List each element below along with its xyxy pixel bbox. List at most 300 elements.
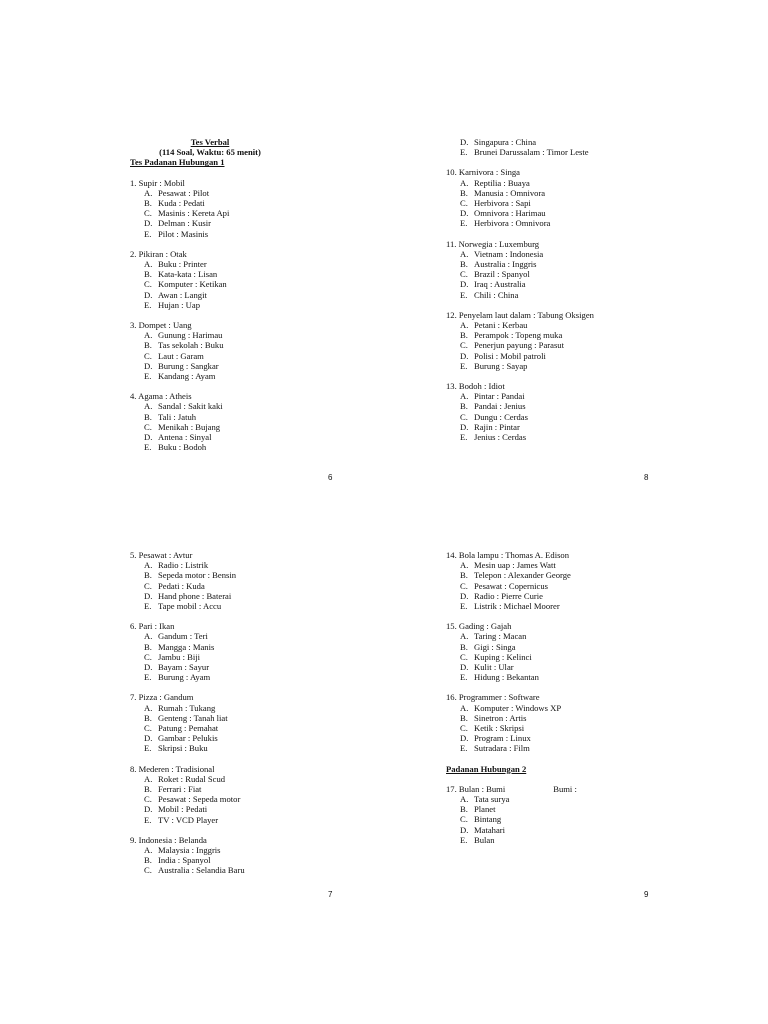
option-text: Tape mobil : Accu bbox=[158, 601, 222, 612]
option-text: Kata-kata : Lisan bbox=[158, 269, 218, 280]
question-title-text: 5. Pesawat : Avtur bbox=[130, 550, 193, 560]
answer-option bbox=[130, 259, 360, 269]
question bbox=[130, 391, 360, 452]
option-text: Roket : Rudal Scud bbox=[158, 773, 226, 784]
option-text: Perampok : Topeng muka bbox=[474, 330, 563, 341]
option-text: Komputer : Windows XP bbox=[474, 702, 562, 713]
question-title-text: 7. Pizza : Gandum bbox=[130, 692, 194, 703]
option-text: Planet bbox=[474, 804, 496, 815]
option-letter: B. bbox=[460, 641, 468, 652]
question-title-text: 1. Supir : Mobil bbox=[130, 177, 185, 188]
answer-option bbox=[130, 279, 360, 289]
option-letter: A. bbox=[460, 177, 469, 188]
answer-option bbox=[130, 218, 360, 228]
option-letter: B. bbox=[460, 804, 468, 815]
question-title bbox=[446, 310, 686, 320]
test-subtitle: (114 Soal, Waktu: 65 menit) bbox=[159, 147, 261, 158]
question bbox=[446, 310, 686, 371]
option-letter: D. bbox=[144, 218, 153, 229]
question-title-text: 10. Karnivora : Singa bbox=[446, 167, 520, 178]
option-letter: A. bbox=[460, 794, 469, 805]
answer-option bbox=[130, 340, 360, 350]
option-letter: B. bbox=[144, 712, 152, 723]
option-letter: A. bbox=[144, 773, 153, 784]
option-text: Singapura : China bbox=[474, 137, 537, 147]
option-text: Malaysia : Inggris bbox=[158, 845, 221, 856]
option-text: Herbivora : Omnivora bbox=[474, 218, 551, 229]
option-letter: E. bbox=[144, 743, 152, 754]
option-letter: C. bbox=[460, 723, 468, 734]
option-text: Buku : Bodoh bbox=[158, 442, 207, 453]
answer-option bbox=[130, 330, 360, 340]
answer-option bbox=[130, 442, 360, 452]
option-letter: C. bbox=[144, 208, 152, 219]
answer-option bbox=[130, 422, 360, 432]
option-text: Telepon : Alexander George bbox=[474, 570, 571, 581]
option-text: Bulan bbox=[474, 834, 495, 845]
question bbox=[130, 835, 360, 876]
option-letter: C. bbox=[460, 651, 468, 662]
option-letter: E. bbox=[144, 672, 152, 683]
option-text: Sinetron : Artis bbox=[474, 712, 527, 723]
question-title-text: 9. Indonesia : Belanda bbox=[130, 834, 207, 845]
answer-option bbox=[130, 743, 360, 753]
answer-option bbox=[446, 591, 686, 601]
option-text: Iraq : Australia bbox=[474, 279, 526, 290]
answer-option bbox=[130, 703, 360, 713]
option-letter: D. bbox=[460, 733, 469, 744]
answer-option bbox=[130, 672, 360, 682]
option-letter: B. bbox=[460, 330, 468, 341]
answer-option bbox=[446, 631, 686, 641]
option-text: TV : VCD Player bbox=[158, 814, 219, 825]
answer-option bbox=[130, 361, 360, 371]
option-text: Delman : Kusir bbox=[158, 218, 211, 229]
question bbox=[130, 550, 360, 611]
option-text: Masinis : Kereta Api bbox=[158, 208, 230, 219]
answer-option bbox=[130, 351, 360, 361]
answer-option bbox=[446, 560, 686, 570]
answer-option bbox=[446, 662, 686, 672]
answer-option bbox=[130, 591, 360, 601]
question-title bbox=[130, 391, 360, 401]
option-text: Chili : China bbox=[474, 289, 519, 300]
question-title-text: 16. Programmer : Software bbox=[446, 692, 540, 703]
option-letter: C. bbox=[144, 794, 152, 805]
answer-option bbox=[446, 198, 686, 208]
page-8-column bbox=[446, 137, 686, 452]
page-7-column bbox=[130, 550, 360, 886]
option-text: Taring : Macan bbox=[474, 631, 527, 642]
answer-option bbox=[130, 865, 360, 875]
answer-option bbox=[446, 713, 686, 723]
option-letter: D. bbox=[144, 733, 153, 744]
option-text: Kuda : Pedati bbox=[158, 198, 205, 209]
option-text: Bayam : Sayur bbox=[158, 662, 210, 673]
option-text: Vietnam : Indonesia bbox=[474, 248, 544, 259]
option-text: Australia : Inggris bbox=[474, 259, 537, 270]
option-letter: C. bbox=[144, 421, 152, 432]
answer-option bbox=[446, 361, 686, 371]
answer-option bbox=[130, 269, 360, 279]
option-text: Kuping : Kelinci bbox=[474, 651, 532, 662]
page-number: 9 bbox=[644, 890, 649, 899]
answer-option bbox=[446, 188, 686, 198]
answer-option bbox=[130, 300, 360, 310]
question bbox=[446, 784, 686, 845]
option-letter: D. bbox=[460, 137, 469, 147]
question bbox=[130, 178, 360, 239]
answer-option bbox=[130, 631, 360, 641]
answer-option bbox=[446, 804, 686, 814]
option-text: India : Spanyol bbox=[158, 855, 211, 866]
option-text: Jambu : Biji bbox=[158, 651, 201, 662]
question-title-text: 3. Dompet : Uang bbox=[130, 320, 192, 331]
answer-option bbox=[130, 401, 360, 411]
answer-option bbox=[446, 249, 686, 259]
answer-option bbox=[446, 432, 686, 442]
option-text: Polisi : Mobil patroli bbox=[474, 350, 546, 361]
option-letter: A. bbox=[144, 259, 153, 270]
option-text: Gunung : Harimau bbox=[158, 330, 223, 341]
option-text: Skripsi : Buku bbox=[158, 743, 208, 754]
option-letter: B. bbox=[460, 712, 468, 723]
option-text: Pesawat : Copernicus bbox=[474, 580, 548, 591]
answer-option bbox=[130, 371, 360, 381]
option-letter: D. bbox=[144, 289, 153, 300]
option-letter: E. bbox=[460, 743, 468, 754]
answer-option bbox=[446, 570, 686, 580]
option-text: Tas sekolah : Buku bbox=[158, 340, 224, 351]
option-text: Sepeda motor : Bensin bbox=[158, 570, 237, 581]
answer-option bbox=[130, 713, 360, 723]
question-title-text: 12. Penyelam laut dalam : Tabung Oksigen bbox=[446, 309, 594, 320]
option-text: Pesawat : Pilot bbox=[158, 187, 210, 198]
option-text: Matahari bbox=[474, 824, 506, 835]
answer-option bbox=[446, 290, 686, 300]
option-text: Tali : Jatuh bbox=[158, 411, 197, 422]
question bbox=[446, 692, 686, 753]
option-text: Hand phone : Baterai bbox=[158, 590, 232, 601]
option-letter: E. bbox=[144, 442, 152, 453]
section-2-title: Padanan Hubungan 2 bbox=[446, 763, 527, 774]
question bbox=[446, 381, 686, 442]
option-letter: E. bbox=[144, 299, 152, 310]
answer-option bbox=[130, 723, 360, 733]
question-title bbox=[446, 550, 686, 560]
option-text: Hidung : Bekantan bbox=[474, 672, 539, 683]
answer-option bbox=[446, 825, 686, 835]
question-title bbox=[130, 249, 360, 259]
question bbox=[446, 239, 686, 300]
question-title-text: 14. Bola lampu : Thomas A. Edison bbox=[446, 550, 570, 560]
option-letter: D. bbox=[144, 360, 153, 371]
option-text: Ferrari : Fiat bbox=[158, 784, 202, 795]
answer-option bbox=[130, 601, 360, 611]
option-letter: A. bbox=[144, 330, 153, 341]
option-text: Mangga : Manis bbox=[158, 641, 215, 652]
option-letter: E. bbox=[460, 218, 468, 229]
test-title: Tes Verbal bbox=[190, 137, 230, 147]
answer-option bbox=[130, 733, 360, 743]
answer-option bbox=[446, 642, 686, 652]
answer-option bbox=[446, 422, 686, 432]
option-text: Pesawat : Sepeda motor bbox=[158, 794, 241, 805]
option-text: Komputer : Ketikan bbox=[158, 279, 227, 290]
question-title-text: 17. Bulan : Bumi bbox=[446, 783, 506, 794]
question bbox=[130, 764, 360, 825]
option-letter: D. bbox=[144, 432, 153, 443]
option-text: Rumah : Tukang bbox=[158, 702, 216, 713]
option-letter: E. bbox=[460, 432, 468, 443]
option-letter: A. bbox=[460, 631, 469, 642]
answer-option bbox=[130, 794, 360, 804]
answer-option bbox=[130, 774, 360, 784]
answer-option bbox=[446, 703, 686, 713]
answer-option bbox=[446, 208, 686, 218]
option-text: Herbivora : Sapi bbox=[474, 198, 531, 209]
page-number: 6 bbox=[328, 473, 333, 482]
option-letter: B. bbox=[144, 269, 152, 280]
answer-option bbox=[446, 351, 686, 361]
option-text: Pandai : Jenius bbox=[474, 401, 526, 412]
option-letter: C. bbox=[144, 350, 152, 361]
option-text: Sutradara : Film bbox=[474, 743, 530, 754]
answer-option bbox=[130, 804, 360, 814]
option-letter: E. bbox=[460, 834, 468, 845]
answer-option bbox=[446, 743, 686, 753]
option-letter: C. bbox=[460, 580, 468, 591]
question-title-text: 11. Norwegia : Luxemburg bbox=[446, 238, 540, 249]
answer-option bbox=[446, 340, 686, 350]
question-title-text: 6. Pari : Ikan bbox=[130, 621, 175, 632]
question-title bbox=[130, 550, 360, 560]
answer-option bbox=[446, 391, 686, 401]
option-text: Program : Linux bbox=[474, 733, 531, 744]
option-letter: C. bbox=[144, 723, 152, 734]
option-letter: D. bbox=[460, 824, 469, 835]
option-letter: D. bbox=[460, 350, 469, 361]
answer-option bbox=[130, 432, 360, 442]
answer-option bbox=[446, 178, 686, 188]
option-letter: C. bbox=[460, 340, 468, 351]
option-letter: B. bbox=[460, 401, 468, 412]
option-text: Rajin : Pintar bbox=[474, 421, 520, 432]
question-title bbox=[446, 381, 686, 391]
section-1-title: Tes Padanan Hubungan 1 bbox=[130, 157, 225, 168]
answer-option bbox=[130, 560, 360, 570]
option-letter: E. bbox=[144, 228, 152, 239]
option-letter: C. bbox=[460, 411, 468, 422]
answer-option bbox=[130, 845, 360, 855]
option-text: Pedati : Kuda bbox=[158, 580, 205, 591]
option-letter: B. bbox=[144, 198, 152, 209]
question-title bbox=[130, 692, 360, 702]
answer-option bbox=[130, 188, 360, 198]
option-text: Gandum : Teri bbox=[158, 631, 208, 642]
option-letter: D. bbox=[144, 804, 153, 815]
question-title bbox=[446, 167, 686, 177]
answer-option bbox=[130, 581, 360, 591]
option-letter: E. bbox=[460, 601, 468, 612]
option-text: Burung : Sangkar bbox=[158, 360, 219, 371]
option-letter: A. bbox=[144, 560, 153, 571]
answer-option bbox=[446, 259, 686, 269]
answer-option bbox=[446, 330, 686, 340]
question bbox=[130, 692, 360, 753]
option-text: Antena : Sinyal bbox=[158, 432, 212, 443]
question bbox=[446, 621, 686, 682]
question-title-text: 4. Agama : Atheis bbox=[130, 391, 192, 402]
question-title bbox=[130, 764, 360, 774]
option-text: Pintar : Pandai bbox=[474, 391, 525, 402]
option-letter: C. bbox=[144, 279, 152, 290]
option-letter: D. bbox=[460, 208, 469, 219]
question bbox=[446, 167, 686, 228]
option-letter: E. bbox=[460, 360, 468, 371]
option-letter: E. bbox=[460, 147, 468, 158]
question-title bbox=[446, 239, 686, 249]
option-text: Tata surya bbox=[474, 794, 510, 805]
option-letter: A. bbox=[460, 560, 469, 571]
option-text: Kandang : Ayam bbox=[158, 371, 216, 382]
answer-option bbox=[446, 601, 686, 611]
answer-option bbox=[446, 733, 686, 743]
question bbox=[446, 550, 686, 611]
option-letter: C. bbox=[144, 580, 152, 591]
answer-option bbox=[446, 137, 686, 147]
option-letter: B. bbox=[144, 784, 152, 795]
question-title-text: 15. Gading : Gajah bbox=[446, 621, 512, 632]
question-title bbox=[130, 178, 360, 188]
option-letter: C. bbox=[460, 269, 468, 280]
option-text: Ketik : Skripsi bbox=[474, 723, 525, 734]
option-text: Patung : Pemahat bbox=[158, 723, 219, 734]
question-continued bbox=[446, 137, 686, 157]
option-letter: B. bbox=[144, 340, 152, 351]
answer-option bbox=[446, 723, 686, 733]
answer-option bbox=[446, 269, 686, 279]
option-letter: B. bbox=[144, 641, 152, 652]
option-text: Sandal : Sakit kaki bbox=[158, 401, 223, 412]
option-letter: B. bbox=[144, 855, 152, 866]
page-6-column bbox=[130, 137, 360, 462]
answer-option bbox=[130, 290, 360, 300]
answer-option bbox=[130, 208, 360, 218]
answer-option bbox=[446, 794, 686, 804]
option-text: Omnivora : Harimau bbox=[474, 208, 546, 219]
option-letter: A. bbox=[460, 248, 469, 259]
option-letter: A. bbox=[144, 401, 153, 412]
option-letter: A. bbox=[144, 631, 153, 642]
option-letter: A. bbox=[144, 845, 153, 856]
option-letter: D. bbox=[460, 279, 469, 290]
answer-option bbox=[130, 662, 360, 672]
answer-option bbox=[446, 835, 686, 845]
option-letter: A. bbox=[460, 391, 469, 402]
option-letter: D. bbox=[144, 590, 153, 601]
option-text: Petani : Kerbau bbox=[474, 320, 528, 331]
option-letter: D. bbox=[460, 662, 469, 673]
answer-option bbox=[446, 652, 686, 662]
option-letter: A. bbox=[460, 702, 469, 713]
option-text: Mesin uap : James Watt bbox=[474, 560, 556, 571]
answer-option bbox=[446, 279, 686, 289]
option-letter: C. bbox=[460, 198, 468, 209]
option-text: Radio : Pierre Curie bbox=[474, 590, 543, 601]
option-letter: D. bbox=[144, 662, 153, 673]
option-text: Gambar : Pelukis bbox=[158, 733, 218, 744]
page-9-column bbox=[446, 550, 686, 855]
answer-option bbox=[130, 642, 360, 652]
option-letter: A. bbox=[144, 702, 153, 713]
option-letter: C. bbox=[460, 814, 468, 825]
option-text: Gigi : Singa bbox=[474, 641, 516, 652]
option-letter: E. bbox=[460, 672, 468, 683]
option-letter: B. bbox=[460, 259, 468, 270]
option-letter: B. bbox=[460, 187, 468, 198]
answer-option bbox=[446, 412, 686, 422]
answer-option bbox=[130, 412, 360, 422]
question-title bbox=[446, 621, 686, 631]
option-text: Dungu : Cerdas bbox=[474, 411, 528, 422]
option-letter: E. bbox=[460, 289, 468, 300]
question-title bbox=[130, 621, 360, 631]
option-text: Australia : Selandia Baru bbox=[158, 865, 245, 876]
question-title-text: 2. Pikiran : Otak bbox=[130, 248, 187, 259]
answer-option bbox=[130, 815, 360, 825]
option-letter: C. bbox=[144, 865, 152, 876]
option-text: Burung : Sayap bbox=[474, 360, 528, 371]
question bbox=[130, 621, 360, 682]
option-letter: C. bbox=[144, 651, 152, 662]
question-title bbox=[446, 784, 686, 794]
answer-option bbox=[130, 855, 360, 865]
option-text: Laut : Garam bbox=[158, 350, 204, 361]
option-text: Penerjun payung : Parasut bbox=[474, 340, 564, 351]
option-letter: B. bbox=[144, 411, 152, 422]
option-letter: E. bbox=[144, 814, 152, 825]
question-title-extra: Bumi : bbox=[553, 783, 577, 794]
option-text: Hujan : Uap bbox=[158, 299, 201, 310]
page-number: 8 bbox=[644, 473, 649, 482]
answer-option bbox=[446, 814, 686, 824]
answer-option bbox=[130, 198, 360, 208]
question bbox=[130, 320, 360, 381]
answer-option bbox=[130, 570, 360, 580]
option-text: Listrik : Michael Moorer bbox=[474, 601, 560, 612]
option-text: Buku : Printer bbox=[158, 259, 207, 270]
question-title-text: 13. Bodoh : Idiot bbox=[446, 381, 505, 392]
option-letter: D. bbox=[460, 590, 469, 601]
answer-option bbox=[130, 652, 360, 662]
question-title-text: 8. Mederen : Tradisional bbox=[130, 763, 215, 774]
answer-option bbox=[446, 147, 686, 157]
question-title bbox=[130, 320, 360, 330]
option-text: Menikah : Bujang bbox=[158, 421, 221, 432]
option-text: Pilot : Masinis bbox=[158, 228, 209, 239]
option-letter: B. bbox=[144, 570, 152, 581]
option-text: Mobil : Pedati bbox=[158, 804, 208, 815]
option-text: Bintang bbox=[474, 814, 502, 825]
option-letter: A. bbox=[460, 320, 469, 331]
answer-option bbox=[446, 581, 686, 591]
option-text: Kulit : Ular bbox=[474, 662, 514, 673]
option-text: Radio : Listrik bbox=[158, 560, 209, 571]
answer-option bbox=[130, 784, 360, 794]
option-text: Genteng : Tanah liat bbox=[158, 712, 228, 723]
option-text: Brunei Darussalam : Timor Leste bbox=[474, 147, 589, 158]
